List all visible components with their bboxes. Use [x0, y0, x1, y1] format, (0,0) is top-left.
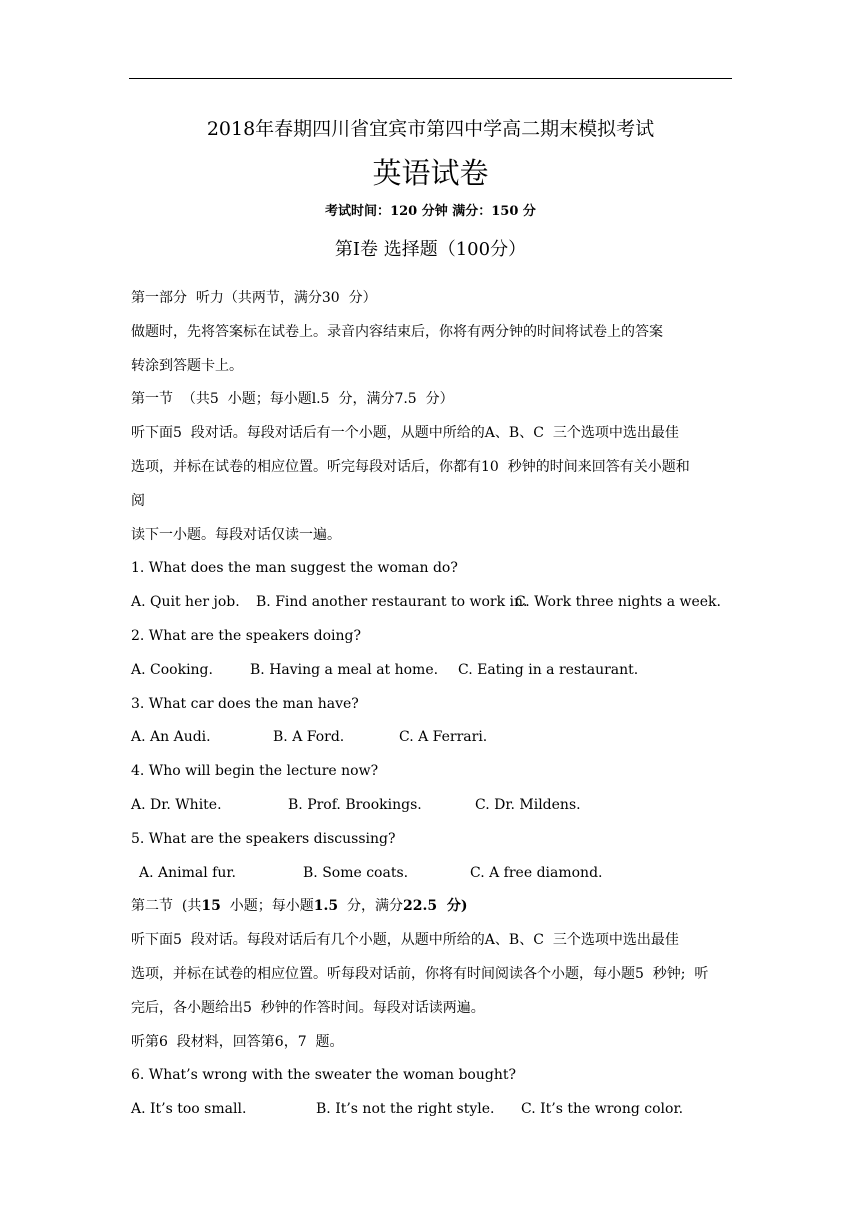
option-b: B. A Ford.: [273, 729, 345, 746]
exam-time-value: 120: [390, 204, 418, 219]
material-heading: 听第6 段材料，回答第6，7 题。: [131, 1033, 344, 1050]
option-a: A. Quit her job.: [131, 594, 240, 611]
section1-instruction-line: 读下一小题。每段对话仅读一遍。: [131, 526, 341, 543]
question-stem: 3. What car does the man have?: [131, 695, 359, 712]
exam-time-label: 考试时间：: [325, 204, 391, 219]
answer-options: [131, 789, 731, 823]
question-stem: 2. What are the speakers doing?: [131, 627, 362, 644]
section2-total-points: 22.5: [403, 898, 438, 915]
section1-heading: 第一节 （共5 小题；每小题l.5 分，满分7.5 分）: [131, 391, 454, 408]
option-c: C. Dr. Mildens.: [475, 796, 581, 813]
question-stem: 1. What does the man suggest the woman do?: [131, 560, 458, 577]
option-c: C. A Ferrari.: [399, 729, 488, 746]
section1-instruction-line: 阅: [131, 492, 145, 509]
question-stem: 6. What’s wrong with the sweater the woman bought?: [131, 1067, 516, 1084]
exam-info: [129, 202, 732, 222]
answer-options: [131, 654, 731, 688]
option-b: B. Prof. Brookings.: [288, 796, 422, 813]
answer-options: [131, 857, 731, 891]
option-b: B. Find another restaurant to work in.: [256, 594, 528, 611]
option-b: B. Having a meal at home.: [250, 661, 439, 678]
section2-question-count: 15: [201, 898, 221, 915]
option-b: B. It’s not the right style.: [316, 1101, 495, 1118]
section1-instruction-line: 听下面5 段对话。每段对话后有一个小题，从题中所给的A、B、C 三个选项中选出最佳: [131, 425, 679, 442]
exam-content: [131, 282, 731, 1127]
answer-options: [131, 721, 731, 755]
section2-heading-post: 分): [437, 898, 468, 915]
option-a: A. It’s too small.: [131, 1101, 247, 1118]
option-c: C. Work three nights a week.: [515, 594, 721, 611]
section2-instruction-line: 选项，并标在试卷的相应位置。听每段对话前，你将有时间阅读各个小题，每小题5 秒钟; 听: [131, 965, 709, 982]
answer-options: [131, 1093, 731, 1127]
section2-heading-mid: 分，满分: [338, 898, 404, 915]
option-a: A. Cooking.: [131, 661, 213, 678]
option-c: C. Eating in a restaurant.: [458, 661, 639, 678]
exam-title: 2018年春期四川省宜宾市第四中学高二期末模拟考试: [206, 118, 655, 140]
exam-subject-title: 英语试卷: [372, 156, 489, 190]
section2-points-each: 1.5: [313, 898, 339, 915]
full-score-unit: 分: [518, 204, 536, 219]
question-stem: 4. Who will begin the lecture now?: [131, 763, 379, 780]
section-title: 第I卷 选择题（100分）: [334, 239, 527, 260]
option-a: A. Animal fur.: [139, 864, 236, 881]
section2-heading-pre: 第二节 (共: [131, 898, 202, 915]
part1-intro-line: 做题时，先将答案标在试卷上。录音内容结束后，你将有两分钟的时间将试卷上的答案: [131, 323, 663, 340]
option-a: A. An Audi.: [131, 729, 211, 746]
part1-intro-line: 转涂到答题卡上。: [131, 357, 243, 374]
section1-instruction-line: 选项，并标在试卷的相应位置。听完每段对话后，你都有10 秒钟的时间来回答有关小题和: [131, 458, 690, 475]
exam-time-unit: 分钟 满分：: [417, 204, 492, 219]
option-c: C. It’s the wrong color.: [521, 1101, 684, 1118]
section2-heading-mid: 小题；每小题: [220, 898, 314, 915]
answer-options: [131, 586, 731, 620]
option-b: B. Some coats.: [303, 864, 409, 881]
section2-heading: [131, 890, 731, 924]
option-a: A. Dr. White.: [131, 796, 222, 813]
option-c: C. A free diamond.: [470, 864, 603, 881]
section2-instruction-line: 完后，各小题给出5 秒钟的作答时间。每段对话读两遍。: [131, 999, 485, 1016]
question-stem: 5. What are the speakers discussing?: [131, 830, 396, 847]
part1-heading: 第一部分 听力（共两节，满分30 分）: [131, 290, 377, 306]
section2-instruction-line: 听下面5 段对话。每段对话后有几个小题，从题中所给的A、B、C 三个选项中选出最佳: [131, 932, 679, 949]
top-rule: [129, 78, 732, 79]
full-score-value: 150: [491, 204, 519, 219]
